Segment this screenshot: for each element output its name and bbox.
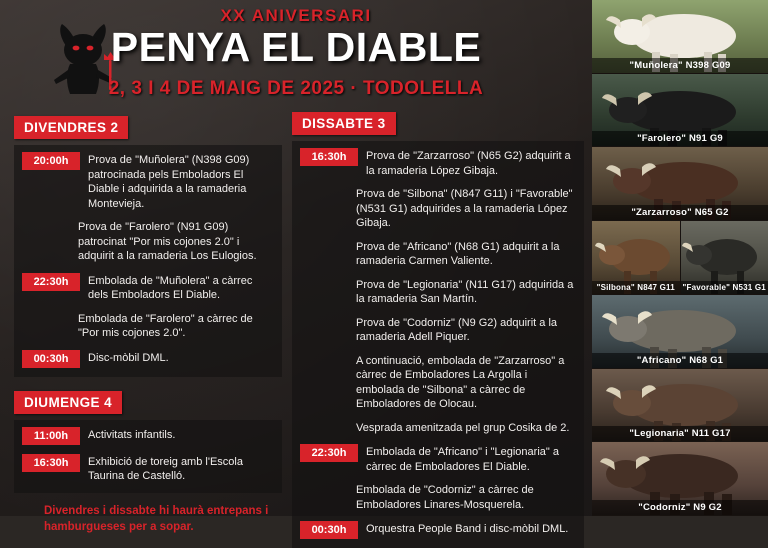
poster-header xyxy=(0,0,592,118)
bull-caption: "Farolero" N91 G9 xyxy=(592,131,768,146)
schedule-column-left xyxy=(14,116,282,535)
schedule-text: Prova de "Legionaria" (N11 G17) adquirida a la ramaderia San Martín. xyxy=(356,278,576,307)
schedule-text: Prova de "Muñolera" (N398 G09) patrocinada pels Emboladors El Diable i adquirida a la ramaderia Montevieja. xyxy=(88,152,274,211)
day-header-diumenge: DIUMENGE 4 xyxy=(14,391,122,414)
bull-caption: "Favorable" N531 G1 xyxy=(681,281,768,294)
schedule-text: Vesprada amenitzada pel grup Cosika de 2. xyxy=(356,421,576,436)
schedule-text: Prova de "Silbona" (N847 G11) i "Favorable" (N531 G1) adquirides a la ramaderia López Gibaja. xyxy=(356,187,576,231)
bull-photo-gallery xyxy=(592,0,768,516)
bull-caption: "Silbona" N847 G11 xyxy=(592,281,680,294)
footnote-text: Divendres i dissabte hi haurà entrepans i hamburgueses per a sopar. xyxy=(14,503,282,535)
bull-caption: "Zarzarroso" N65 G2 xyxy=(592,205,768,220)
schedule-text: Embolada de "Africano" i "Legionaria" a càrrec de Emboladores El Diable. xyxy=(366,444,576,474)
schedule-time: 16:30h xyxy=(300,148,358,166)
schedule-row xyxy=(300,521,576,539)
schedule-time: 00:30h xyxy=(22,350,80,368)
schedule-row xyxy=(22,350,274,368)
day-header-dissabte: DISSABTE 3 xyxy=(292,112,396,135)
schedule-row xyxy=(300,148,576,178)
schedule-text: Embolada de "Codorniz" a càrrec de Emboladores Linares-Mosquerela. xyxy=(356,483,576,512)
bull-photo xyxy=(592,74,768,148)
schedule-column-right xyxy=(292,112,584,548)
bull-photo xyxy=(592,221,680,294)
schedule-time: 00:30h xyxy=(300,521,358,539)
bull-photo-pair xyxy=(592,221,768,295)
anniversary-text: XX ANIVERSARI xyxy=(0,6,592,26)
schedule-time: 20:00h xyxy=(22,152,80,170)
schedule-time: 11:00h xyxy=(22,427,80,445)
bull-photo xyxy=(592,0,768,74)
schedule-row xyxy=(22,152,274,211)
page-title: PENYA EL DIABLE xyxy=(0,24,592,71)
schedule-text: Prova de "Zarzarroso" (N65 G2) adquirit a la ramaderia López Gibaja. xyxy=(366,148,576,178)
schedule-time: 16:30h xyxy=(22,454,80,472)
schedule-row xyxy=(22,427,274,445)
schedule-text: Prova de "Farolero" (N91 G09) patrocinat "Por mis cojones 2.0" i adquirit a la ramaderia Los Eulogios. xyxy=(78,220,274,264)
day-block-dissabte xyxy=(292,141,584,548)
schedule-text: Embolada de "Farolero" a càrrec de "Por mis cojones 2.0". xyxy=(78,312,274,341)
schedule-time: 22:30h xyxy=(22,273,80,291)
bull-photo xyxy=(592,147,768,221)
schedule-text: Embolada de "Muñolera" a càrrec dels Emboladors El Diable. xyxy=(88,273,274,303)
event-dates: 2, 3 I 4 DE MAIG DE 2025 · TODOLELLA xyxy=(0,78,592,100)
bull-caption: "Legionaria" N11 G17 xyxy=(592,426,768,441)
schedule-text: Disc-mòbil DML. xyxy=(88,350,274,366)
day-header-divendres: DIVENDRES 2 xyxy=(14,116,128,139)
bull-photo xyxy=(592,295,768,369)
bull-caption: "Africano" N68 G1 xyxy=(592,353,768,368)
schedule-row xyxy=(300,444,576,474)
bull-photo xyxy=(592,369,768,443)
bull-caption: "Muñolera" N398 G09 xyxy=(592,58,768,73)
schedule-text: Prova de "Codorniz" (N9 G2) adquirit a la ramaderia Adell Piquer. xyxy=(356,316,576,345)
schedule-text: Prova de "Africano" (N68 G1) adquirit a la ramaderia Carmen Valiente. xyxy=(356,240,576,269)
schedule-text: Orquestra People Band i disc-mòbil DML. xyxy=(366,521,576,537)
bull-photo xyxy=(680,221,768,294)
schedule-text: Exhibició de toreig amb l'Escola Taurina de Castelló. xyxy=(88,454,274,484)
schedule-text: Activitats infantils. xyxy=(88,427,274,443)
schedule-time: 22:30h xyxy=(300,444,358,462)
schedule-row xyxy=(22,273,274,303)
bull-caption: "Codorniz" N9 G2 xyxy=(592,500,768,515)
bull-photo xyxy=(592,442,768,516)
schedule-text: A continuació, embolada de "Zarzarroso" a càrrec de Emboladores La Argolla i embolada de "Silbona" a càrrec de Emboladores de Olocau. xyxy=(356,354,576,412)
schedule-row xyxy=(22,454,274,484)
day-block-diumenge xyxy=(14,420,282,493)
day-block-divendres xyxy=(14,145,282,377)
